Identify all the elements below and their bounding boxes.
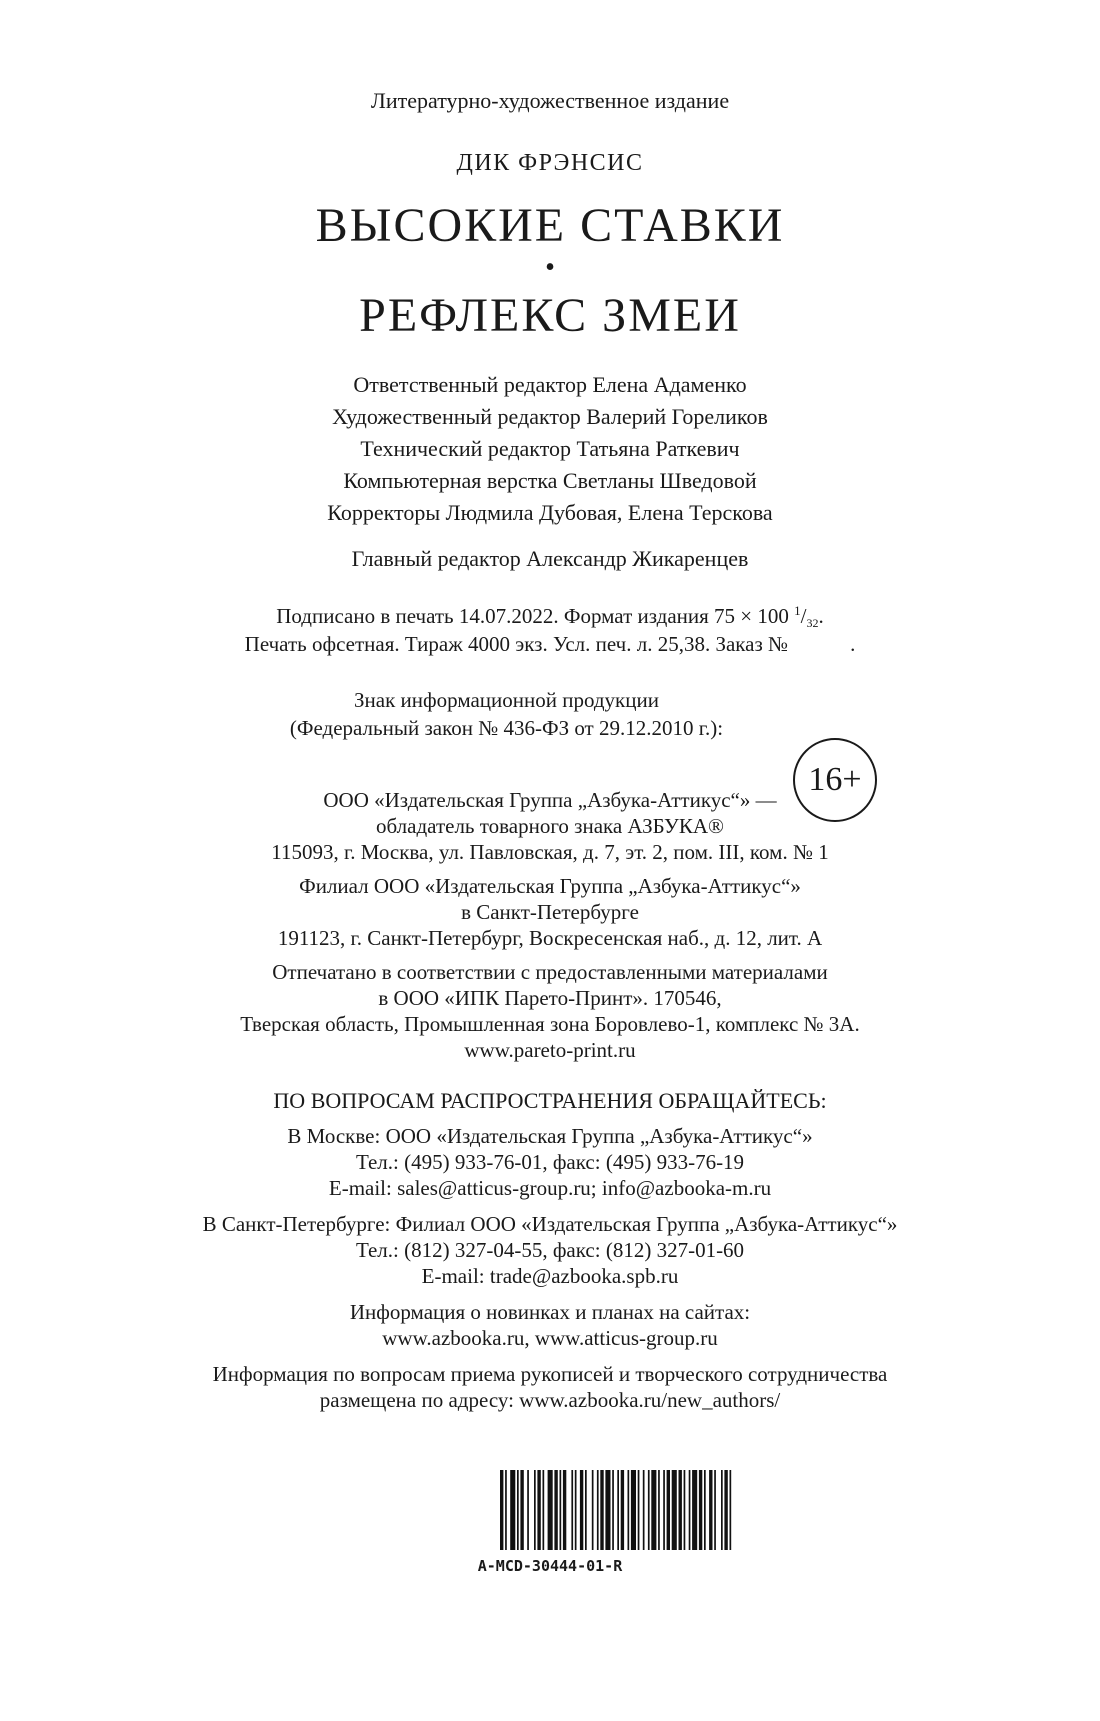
age-mark-law: (Федеральный закон № 436-ФЗ от 29.12.2010 г.): — [289, 716, 724, 740]
credit-line: Технический редактор Татьяна Раткевич — [360, 436, 740, 461]
barcode-bar — [679, 1470, 682, 1550]
barcode-bar — [617, 1470, 619, 1550]
chief-editor: Главный редактор Александр Жикаренцев — [351, 546, 749, 571]
barcode-bar — [699, 1470, 702, 1550]
barcode-bar — [721, 1470, 723, 1550]
barcode-bar — [554, 1470, 557, 1550]
barcode-bar — [534, 1470, 536, 1550]
credit-line: Корректоры Людмила Дубовая, Елена Терскова — [327, 500, 773, 525]
barcode-bar — [658, 1470, 660, 1550]
book-title-1: ВЫСОКИЕ СТАВКИ — [315, 199, 785, 252]
age-rating-badge: 16+ — [793, 738, 877, 822]
barcode-bar — [651, 1470, 656, 1550]
barcode-bar — [560, 1470, 562, 1550]
barcode-bar — [684, 1470, 686, 1550]
barcode-bar — [643, 1470, 645, 1550]
book-title-2: РЕФЛЕКС ЗМЕИ — [359, 289, 741, 342]
barcode-bar — [704, 1470, 706, 1550]
print-info-line-1: Подписано в печать 14.07.2022. Формат издания 75 × 100 $^1$/32. — [276, 603, 824, 630]
barcode-bar — [580, 1470, 583, 1550]
barcode-bar — [612, 1470, 614, 1550]
branch-line: 191123, г. Санкт-Петербург, Воскресенская наб., д. 12, лит. А — [277, 926, 823, 950]
spb-contact-line: E-mail: trade@azbooka.spb.ru — [421, 1264, 679, 1288]
distribution-heading: ПО ВОПРОСАМ РАСПРОСТРАНЕНИЯ ОБРАЩАЙТЕСЬ: — [273, 1088, 827, 1113]
barcode-bar — [672, 1470, 677, 1550]
barcode-bar — [714, 1470, 716, 1550]
barcode-bar — [730, 1470, 732, 1550]
print-info-line-2: Печать офсетная. Тираж 4000 экз. Усл. печ. л. 25,38. Заказ № . — [244, 632, 856, 656]
websites-line: www.azbooka.ru, www.atticus-group.ru — [382, 1326, 718, 1350]
barcode-bar — [517, 1470, 519, 1550]
publisher-line: 115093, г. Москва, ул. Павловская, д. 7, эт. 2, пом. III, ком. № 1 — [271, 840, 829, 864]
manuscripts-line: Информация по вопросам приема рукописей и творческого сотрудничества — [212, 1362, 888, 1386]
moscow-contact-line: В Москве: ООО «Издательская Группа „Азбука-Аттикус“» — [287, 1124, 813, 1148]
credit-line: Компьютерная верстка Светланы Шведовой — [343, 468, 757, 493]
age-mark-label: Знак информационной продукции — [354, 688, 659, 712]
barcode-bar — [628, 1470, 630, 1550]
moscow-contact-line: E-mail: sales@atticus-group.ru; info@azbooka-m.ru — [328, 1176, 772, 1200]
barcode-bar — [600, 1470, 603, 1550]
publisher-line: ООО «Издательская Группа „Азбука-Аттикус“» — — [323, 788, 777, 812]
printer-line: Тверская область, Промышленная зона Боровлево-1, комплекс № 3А. — [240, 1012, 860, 1036]
manuscripts-line: размещена по адресу: www.azbooka.ru/new_authors/ — [319, 1388, 781, 1412]
barcode-bar — [638, 1470, 640, 1550]
branch-line: Филиал ООО «Издательская Группа „Азбука-Аттикус“» — [299, 874, 801, 898]
barcode-bar — [724, 1470, 727, 1550]
publisher-line: обладатель товарного знака АЗБУКА® — [376, 814, 724, 838]
barcode — [500, 1470, 840, 1550]
barcode-bar — [689, 1470, 691, 1550]
title-separator: • — [545, 252, 555, 283]
barcode-bar — [692, 1470, 697, 1550]
barcode-bar — [537, 1470, 540, 1550]
barcode-bar — [500, 1470, 503, 1550]
barcode-bar — [548, 1470, 553, 1550]
credit-line: Ответственный редактор Елена Адаменко — [353, 372, 747, 397]
printer-line: в ООО «ИПК Парето-Принт». 170546, — [378, 986, 722, 1010]
barcode-bar — [520, 1470, 523, 1550]
edition-type: Литературно-художественное издание — [370, 88, 730, 113]
barcode-bar — [585, 1470, 587, 1550]
barcode-bar — [592, 1470, 594, 1550]
branch-line: в Санкт-Петербурге — [461, 900, 639, 924]
barcode-bar — [605, 1470, 610, 1550]
barcode-bar — [597, 1470, 599, 1550]
barcode-bar — [543, 1470, 545, 1550]
spb-contact-line: Тел.: (812) 327-04-55, факс: (812) 327-01-60 — [355, 1238, 745, 1262]
spb-contact-line: В Санкт-Петербурге: Филиал ООО «Издательская Группа „Азбука-Аттикус“» — [202, 1212, 898, 1236]
barcode-bar — [709, 1470, 712, 1550]
barcode-bar — [527, 1470, 529, 1550]
printer-website: www.pareto-print.ru — [464, 1038, 636, 1062]
barcode-bar — [575, 1470, 577, 1550]
barcode-bar — [510, 1470, 515, 1550]
book-author: ДИК ФРЭНСИС — [456, 150, 644, 176]
barcode-bar — [631, 1470, 636, 1550]
barcode-bar — [621, 1470, 624, 1550]
barcode-bar — [663, 1470, 665, 1550]
barcode-code: A-MCD-30444-01-R — [477, 1557, 623, 1575]
barcode-bar — [505, 1470, 507, 1550]
credit-line: Художественный редактор Валерий Гореликов — [332, 404, 768, 429]
barcode-bar — [571, 1470, 573, 1550]
barcode-bar — [648, 1470, 650, 1550]
barcode-bar — [667, 1470, 670, 1550]
moscow-contact-line: Тел.: (495) 933-76-01, факс: (495) 933-76-19 — [355, 1150, 745, 1174]
barcode-bar — [563, 1470, 566, 1550]
websites-line: Информация о новинках и планах на сайтах: — [349, 1300, 751, 1324]
printer-line: Отпечатано в соответствии с предоставленными материалами — [272, 960, 828, 984]
